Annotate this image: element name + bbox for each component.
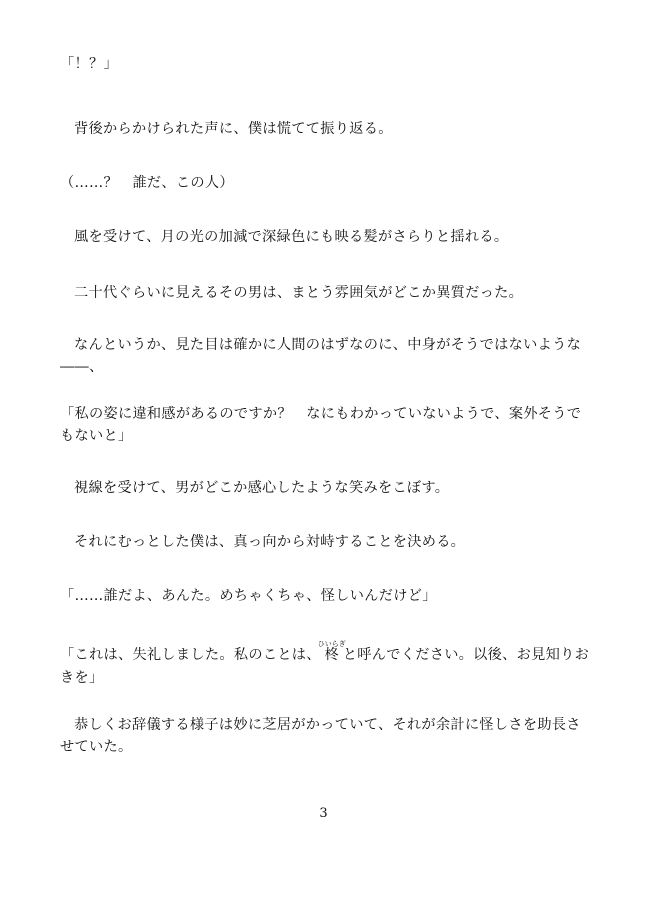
ruby-base: 柊	[317, 647, 346, 663]
paragraph-4: 風を受けて、月の光の加減で深緑色にも映る髪がさらりと揺れる。	[74, 229, 509, 245]
paragraph-11	[60, 640, 590, 690]
paragraph-6: なんというか、見た目は確かに人間のはずなのに、中身がそうではないような――、	[60, 337, 582, 375]
paragraph-10: 「……誰だよ、あんた。めちゃくちゃ、怪しいんだけど」	[60, 588, 437, 604]
paragraph-8: 視線を受けて、男がどこか感心したような笑みをこぼす。	[74, 480, 450, 496]
ruby-name	[317, 640, 346, 663]
paragraph-2: 背後からかけられた声に、僕は慌てて振り返る。	[74, 121, 393, 137]
paragraph-5: 二十代ぐらいに見えるその男は、まとう雰囲気がどこか異質だった。	[74, 285, 524, 301]
paragraph-7: 「私の姿に違和感があるのですか？ なにもわかっていないようで、案外そうでもないと」	[60, 406, 582, 444]
page-number: 3	[319, 806, 328, 821]
paragraph-1: 「！？」	[60, 56, 118, 72]
paragraph-11-before: 「これは、失礼しました。私のことは、	[60, 647, 321, 663]
paragraph-9: それにむっとした僕は、真っ向から対峙することを決める。	[74, 534, 466, 550]
paragraph-3: （……？ 誰だ、この人）	[60, 175, 234, 191]
ruby-reading: ひいらぎ	[317, 640, 346, 648]
paragraph-12: 恭しくお辞儀する様子は妙に芝居がかっていて、それが余計に怪しさを助長させていた。	[60, 717, 581, 755]
paragraph-11-after: と呼んでください。以後、お見知りおきを」	[60, 647, 590, 686]
